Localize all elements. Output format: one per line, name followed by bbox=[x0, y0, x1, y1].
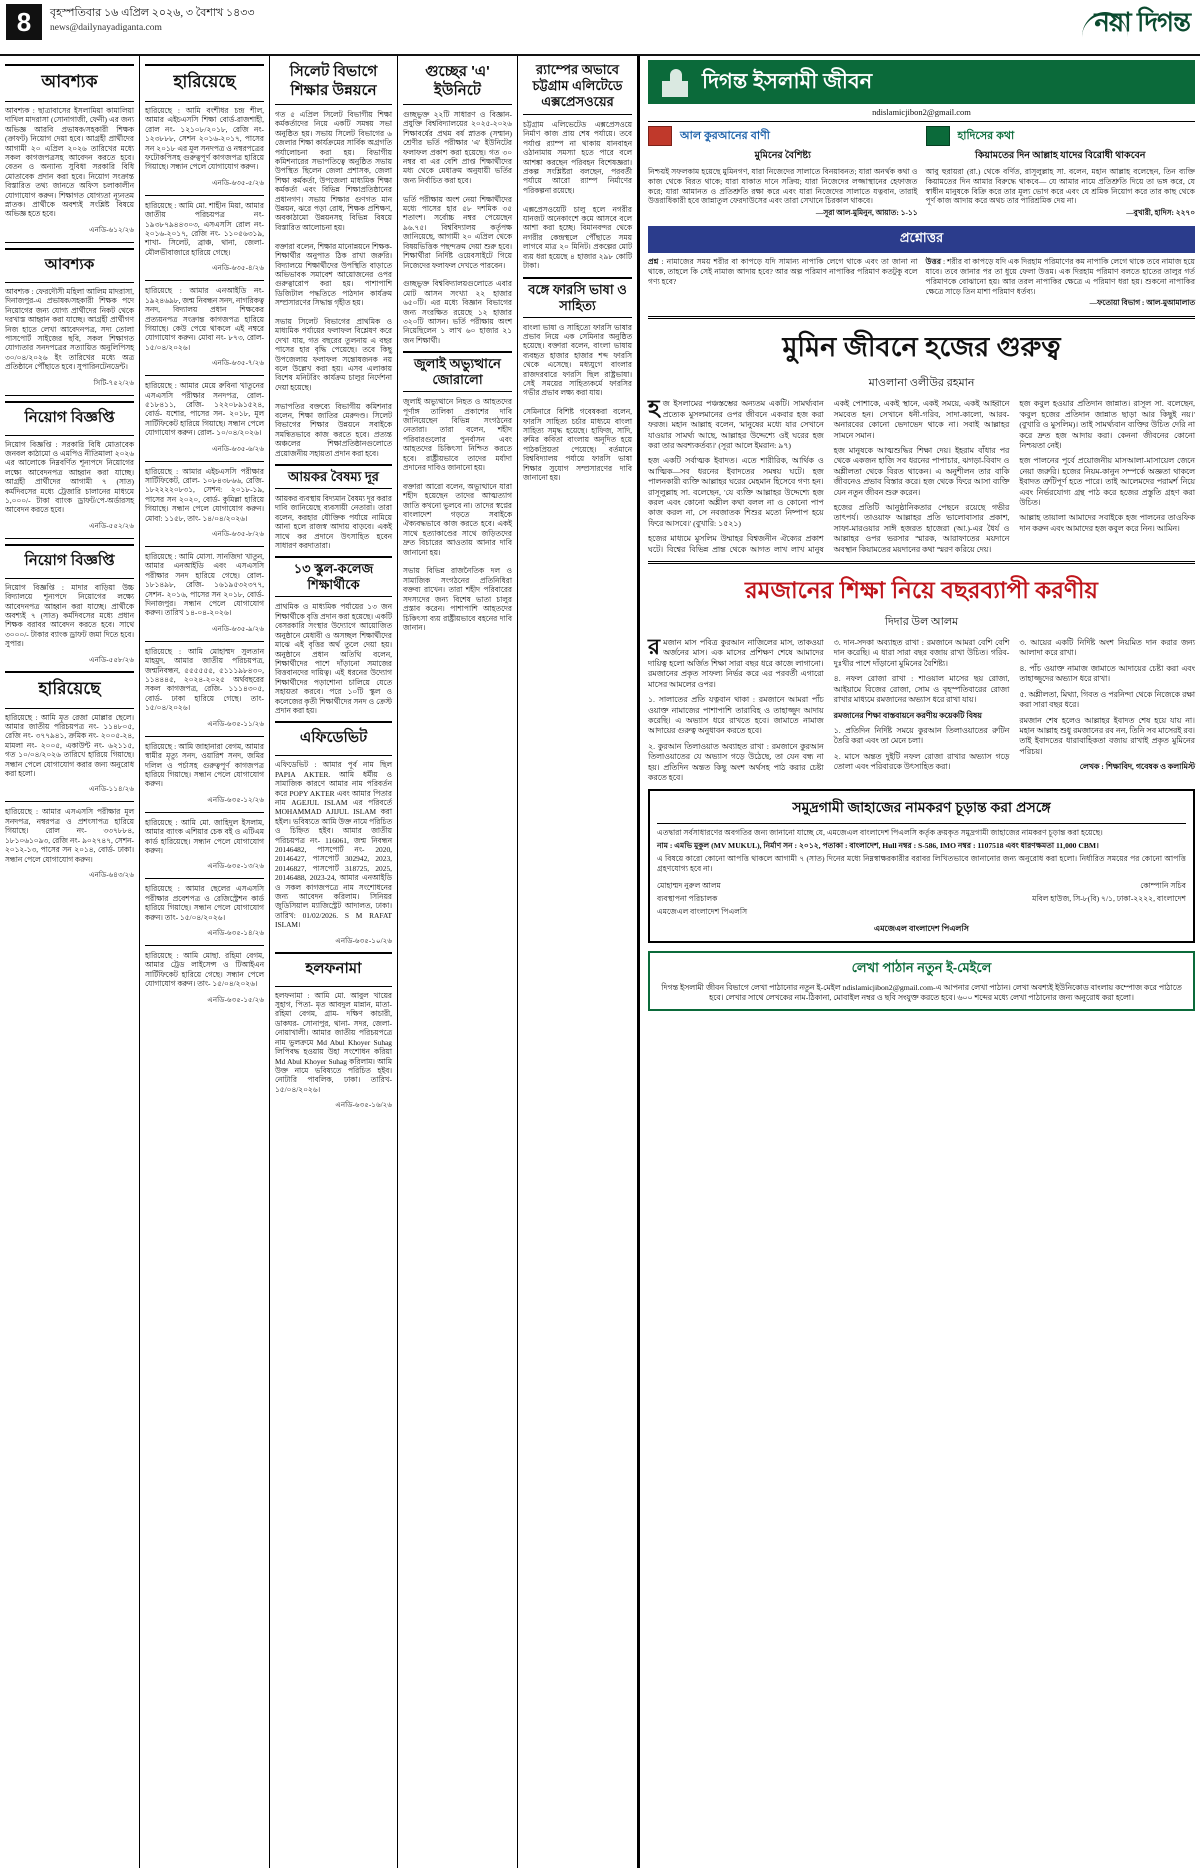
list-item: ৪. পাঁচ ওয়াক্ত নামাজ জামাতে আদায়ের চেষ্টা করা এবং তাহাজ্জুদের অভ্যাস ধরে রাখা। bbox=[1019, 663, 1195, 684]
paragraph: ১. সালাতের প্রতি যত্নবান থাকা : রমজানে আমরা পাঁচ ওয়াক্ত নামাজের পাশাপাশি তারাবিহ ও তাহাজ্জুদ আদায় করেছি। এ অভ্যাস ধরে রাখতে হবে। জামাতে নামাজ আদায়ের গুরুত্ব অনুধাবন করতে হবে। bbox=[648, 695, 824, 736]
divider bbox=[145, 812, 264, 813]
article-headline-sylhet: সিলেট বিভাগে শিক্ষার উন্নয়নে bbox=[275, 62, 392, 105]
feature-body-hajj bbox=[648, 395, 1195, 555]
feature-headline-ramadan: রমজানের শিক্ষা নিয়ে বছরব্যাপী করণীয় bbox=[745, 577, 1098, 604]
mosque-icon bbox=[658, 67, 692, 97]
feature-author-hajj: মাওলানা ওলীউর রহমান bbox=[868, 377, 975, 390]
lost-ad-text: হারিয়েছে : আমি জাহানারা বেগম, আমার স্বামীর মৃত্যু সনদ, ওয়ারিশ সনদ, জমির দলিল ও পর্চাসহ গুরুত্বপূর্ণ কাগজপত্র হারিয়ে গিয়াছে। সন্ধান পেলে যোগাযোগ করুন। bbox=[145, 741, 264, 789]
signature-right: কোম্পানি সচিব মবিল হাউজ, সি-৮(বি) ৭/১, ঢাকা-২২২২, বাংলাদেশ bbox=[1032, 880, 1186, 903]
quran-hadith-row bbox=[648, 126, 1195, 220]
classified-ad: নিয়োগ বিজ্ঞপ্তি : সরকারি বিধি মোতাবেক জনবল কাঠামো ও এমপিও নীতিমালা ২০২৬ এর আলোকে নিম্নবর্ণিত শূন্যপদে নিয়োগের লক্ষ্যে আবেদনপত্র আহ্বান করা যাচ্ছে। আগ্রহী প্রার্থীদের আগামী ৭ (সাত) কর্মদিবসের মধ্যে ট্রেজারি চালানের মাধ্যমে ১,০০০/- টাকা ব্যাংক ড্রাফট/পে-অর্ডারসহ আবেদন করতে হবে। bbox=[5, 439, 134, 515]
list-item bbox=[145, 647, 264, 731]
article-body: প্রাথমিক ও মাধ্যমিক পর্যায়ের ১৩ জন শিক্ষার্থীকে বৃত্তি প্রদান করা হয়েছে। একটি বেসরকারি সংস্থার উদ্যোগে আয়োজিত অনুষ্ঠানে মেধাবী ও অসচ্ছল শিক্ষার্থীদের মাঝে এই বৃত্তির অর্থ তুলে দেয়া হয়। অনুষ্ঠানে প্রধান অতিথি বলেন, শিক্ষার্থীদের পাশে দাঁড়ানো সমাজের বিত্তবানদের দায়িত্ব। এই ধরনের উদ্যোগ শিক্ষার্থীদের পড়াশোনা চালিয়ে যেতে সহায়তা করবে। পরে ১০টি স্কুল ও কলেজের কৃতী শিক্ষার্থীদের সনদ ও ক্রেস্ট প্রদান করা হয়। bbox=[275, 602, 392, 715]
article-body: আয়কর ব্যবস্থায় বিদ্যমান বৈষম্য দূর করার দাবি জানিয়েছে ব্যবসায়ী নেতারা। তারা বলেন, করহার যৌক্তিক পর্যায়ে নামিয়ে আনা হলে রাজস্ব আদায় বাড়বে। একই সাথে কর প্রদানে উৎসাহিত হবেন সাধারণ করদাতারা। bbox=[275, 494, 392, 551]
ad-header-holofnama: হলফনামা bbox=[275, 952, 392, 987]
column-news-2 bbox=[398, 56, 518, 1868]
ad-header-niyog-1: নিয়োগ বিজ্ঞপ্তি bbox=[5, 401, 134, 436]
lost-ad-text: হারিয়েছে : আমার ছেলের এসএসসি পরীক্ষার প্রবেশপত্র ও রেজিস্ট্রেশন কার্ড হারিয়ে গিয়াছে। সন্ধান পেলে যোগাযোগ করুন। তাং- ১৫/০৪/২০২৬। bbox=[145, 884, 264, 922]
paragraph: হজ একটি সর্বাত্মক ইবাদত। এতে শারীরিক, আর্থিক ও আত্মিক—সব ধরনের ইবাদতের সমন্বয় ঘটে। হজ পালনকারী ব্যক্তি আল্লাহর ঘরের মেহমান হিসেবে গণ্য হন। রাসূলুল্লাহ সা. বলেছেন, 'যে ব্যক্তি আল্লাহর উদ্দেশ্যে হজ করল এবং কোনো অশ্লীল কথা বলল না ও কোনো পাপ কাজ করল না, সে নবজাতক শিশুর মতো নিষ্পাপ হয়ে ফিরে আসবে।' (বুখারি: ১৫২১) bbox=[648, 456, 824, 528]
islamic-banner-email: ndislamicjibon2@gmail.com bbox=[648, 105, 1195, 122]
lost-ad-text: হারিয়েছে : আমি বংশীধর চন্দ্র শীল, আমার এইচএসসি শিক্ষা বোর্ড-রাজশাহী, রোল নং- ১২১০৮/২০১৮, রেজি নং- ১২৩৮৮৮, সেশন ২০১৬-২০১৭, পাসের সন ২০১৮ এর মূল সনদপত্র ও নম্বরপত্রের ফটোকপিসহ গুরুত্বপূর্ণ কাগজপত্র হারিয়ে গিয়াছে। সন্ধান পেলে যোগাযোগ করুন। bbox=[145, 106, 264, 172]
classified-ad: আবশ্যক : ফেরদৌসী মহিলা আলিম মাদরাসা, দিনাজপুর-এ প্রভাষক/সহকারী শিক্ষক পদে নিয়োগের জন্য যোগ্য প্রার্থীদের নিকট থেকে দরখাস্ত আহ্বান করা যাচ্ছে। আগ্রহী প্রার্থীগণ নিজ হাতে লেখা আবেদনপত্র, সদ্য তোলা পাসপোর্ট সাইজের ছবি, সকল শিক্ষাগত যোগ্যতার সনদপত্রের সত্যায়িত অনুলিপিসহ ৩০/০৪/২০২৬ ইং তারিখের মধ্যে অত্র প্রতিষ্ঠানে পৌঁছাতে হবে। সুপারিনটেনডেন্ট। bbox=[5, 286, 134, 372]
ship-notice-title: সমুদ্রগামী জাহাজের নামকরণ চূড়ান্ত করা প্রসঙ্গে bbox=[657, 796, 1186, 824]
section-islamic-life bbox=[640, 56, 1200, 1868]
paragraph: রমজান শেষ হলেও আল্লাহর ইবাদত শেষ হয়ে যায় না। মহান আল্লাহ শুধু রমজানের রব নন, তিনি সব মাসেরই রব। তাই ইবাদতের ধারাবাহিকতা বজায় রাখাই প্রকৃত মুমিনের পরিচয়। bbox=[1019, 715, 1195, 756]
question-block: প্রশ্ন : নামাজের সময় শরীর বা কাপড়ে যদি সামান্য নাপাকি লেগে থাকে এবং তা জানা না থাকে, তাহলে কি সেই নামাজ আদায় হবে? আর অল্প পরিমাণ নাপাকির পরিমাণ কতটুকু বলে গণ্য হবে? bbox=[648, 257, 918, 286]
masthead-email: news@dailynayadiganta.com bbox=[50, 23, 162, 33]
divider bbox=[145, 280, 264, 281]
ad-signature: এনডি-৬৩৫-১৫/২৬ bbox=[207, 995, 264, 1004]
divider bbox=[145, 945, 264, 946]
paragraph: ৩. দান-সদকা অব্যাহত রাখা : রমজানে আমরা বেশি বেশি দান করেছি। এ ধারা সারা বছর বজায় রাখা উচিত। গরিব-দুঃখীর পাশে দাঁড়ানো মুমিনের বৈশিষ্ট্য। bbox=[833, 638, 1010, 668]
qa-row bbox=[648, 257, 1195, 310]
paragraph: হজের প্রতিটি আনুষ্ঠানিকতার পেছনে রয়েছে গভীর তাৎপর্য। তাওয়াফ আল্লাহর প্রতি ভালোবাসার প্রকাশ, সাফা-মারওয়ার সাঈ হজরত হাজেরা (আ.)-এর ধৈর্য ও আল্লাহর ওপর ভরসার স্মারক, আরাফাতের ময়দানে অবস্থান কিয়ামতের ময়দানের কথা স্মরণ করিয়ে দেয়। bbox=[833, 503, 1010, 554]
kaaba-icon bbox=[648, 126, 672, 146]
ad-signature: এনডি-৬৩৫-৪/২৬ bbox=[212, 264, 264, 273]
article-body: গত ৫ এপ্রিল সিলেট বিভাগীয় শিক্ষা কর্মকর্তাদের নিয়ে একটি সমন্বয় সভা অনুষ্ঠিত হয়। সভায় সিলেট বিভাগের ৬ জেলার শিক্ষা কার্যক্রমের সার্বিক অগ্রগতি পর্যালোচনা করা হয়। বিভাগীয় কমিশনারের সভাপতিত্বে অনুষ্ঠিত সভায় উপস্থিত ছিলেন জেলা প্রশাসক, জেলা শিক্ষা কর্মকর্তা, উপজেলা মাধ্যমিক শিক্ষা কর্মকর্তা এবং বিভিন্ন শিক্ষাপ্রতিষ্ঠানের প্রধানগণ। সভায় শিক্ষার গুণগত মান উন্নয়ন, ঝরে পড়া রোধ, শিক্ষক প্রশিক্ষণ, অবকাঠামো উন্নয়নসহ বিভিন্ন বিষয়ে বিস্তারিত আলোচনা হয়। বক্তারা বলেন, শিক্ষার মানোন্নয়নে শিক্ষক-শিক্ষার্থীর অনুপাত ঠিক রাখা জরুরি। বিদ্যালয়ে শিক্ষার্থীদের উপস্থিতি বাড়াতে অভিভাবক সমাবেশ আয়োজনের ওপর গুরুত্বারোপ করা হয়। পাশাপাশি ডিজিটাল পদ্ধতিতে পাঠদান কার্যক্রম সম্প্রসারণের সিদ্ধান্ত গৃহীত হয়। সভায় সিলেট বিভাগের প্রাথমিক ও মাধ্যমিক পর্যায়ের ফলাফল বিশ্লেষণ করে দেখা যায়, গত বছরের তুলনায় এ বছর পাসের হার বৃদ্ধি পেয়েছে। তবে কিছু উপজেলায় ফলাফল সন্তোষজনক নয় বলে উল্লেখ করা হয়। এসব এলাকায় বিশেষ মনিটরিং কার্যক্রম চালুর নির্দেশনা দেয়া হয়েছে। সভাপতির বক্তব্যে বিভাগীয় কমিশনার বলেন, শিক্ষা জাতির মেরুদণ্ড। সিলেট বিভাগের শিক্ষার উন্নয়নে সবাইকে সমন্বিতভাবে কাজ করতে হবে। প্রত্যন্ত অঞ্চলের শিক্ষাপ্রতিষ্ঠানগুলোতে প্রয়োজনীয় সহায়তা প্রদান করা হবে। bbox=[275, 110, 392, 458]
islamic-banner bbox=[648, 60, 1195, 104]
hadith-text: আবু হুরায়রা (রা.) থেকে বর্ণিত, রাসূলুল্লাহ সা. বলেন, মহান আল্লাহ বলেছেন, তিন ব্যক্তি কিয়ামতের দিন আমার বিরুদ্ধে থাকবে— যে আমার নামে প্রতিশ্রুতি দিয়ে তা ভঙ্গ করে, যে স্বাধীন মানুষকে বিক্রি করে তার মূল্য ভোগ করে এবং যে শ্রমিক নিয়োগ করে তার কাছ থেকে পূর্ণ কাজ আদায় করে অথচ তার পারিশ্রমিক দেয় না। bbox=[925, 167, 1195, 206]
ship-notice-company: এমজেএল বাংলাদেশ পিএলসি bbox=[874, 923, 969, 933]
divider bbox=[5, 538, 134, 539]
affidavit-text: এফিডেভিট : আমার পূর্ব নাম ছিল PAPIA AKTER. আমি ধর্মীয় ও সামাজিক কারণে আমার নাম পরিবর্তন করে POPY AKTER এবং আমার পিতার নাম AGEJUL ISLAM এর পরিবর্তে MOHAMMAD AJIJUL ISLAM করা হইল। ভবিষ্যতে আমি উক্ত নামে পরিচিত ও চিহ্নিত হইব। আমার জাতীয় পরিচয়পত্র নং- 116061, জন্ম নিবন্ধন 20146482, পাসপোর্ট নং- 2020, 20146427, পাসপোর্ট 302942, 2023, 20146827, পাসপোর্ট 318725, 2025, 20146488, 2023-24, আমার এনআইডি ও সকল কাগজপত্রে নাম সংশোধনের জন্য আবেদন করিলাম। সিনিয়র জুডিসিয়াল ম্যাজিস্ট্রেট আদালত, ঢাকা। তারিখ: 01/02/2026. S M RAFAT ISLAM। bbox=[275, 760, 392, 930]
ship-notice-p2: নাম : এমভি মুকুল (MV MUKUL), নির্মাণ সন : ২০১২, পতাকা : বাংলাদেশ, Hull নম্বর : S-586, IMO নম্বর : 1107518 এবং ধারণক্ষমতা 11,000 CBM। bbox=[657, 841, 1099, 851]
column-news-1 bbox=[270, 56, 398, 1868]
list-item: ৩. আয়ের একটি নির্দিষ্ট অংশ নিয়মিত দান করার জন্য আলাদা করে রাখা। bbox=[1019, 638, 1195, 658]
divider bbox=[648, 316, 1195, 319]
divider bbox=[145, 736, 264, 737]
ad-header-abashyak-2: আবশ্যক bbox=[5, 248, 134, 283]
ad-signature: এনডি-৬৩৫-১০/২৬ bbox=[335, 936, 392, 945]
masthead-date-block bbox=[50, 0, 255, 36]
article-body: গুচ্ছভুক্ত ২২টি সাধারণ ও বিজ্ঞান-প্রযুক্তি বিশ্ববিদ্যালয়ের ২০২৫-২০২৬ শিক্ষাবর্ষের প্রথম বর্ষ স্নাতক (সম্মান) শ্রেণীর ভর্তি পরীক্ষার 'এ' ইউনিটের ফলাফল প্রকাশ করা হয়েছে। গত ৩০ নম্বর বা এর বেশি প্রাপ্ত শিক্ষার্থীদের মধ্য থেকে মেধাক্রম অনুযায়ী ভর্তির জন্য নির্বাচিত করা হবে। ভর্তি পরীক্ষায় অংশ নেয়া শিক্ষার্থীদের মধ্যে পাসের হার ৫৮ দশমিক ৩৫ শতাংশ। সর্বোচ্চ নম্বর পেয়েছেন ৯৬.৭৫। বিশ্ববিদ্যালয় কর্তৃপক্ষ জানিয়েছে, আগামী ২০ এপ্রিল থেকে বিষয়ভিত্তিক পছন্দক্রম দেয়া শুরু হবে। শিক্ষার্থীরা নির্দিষ্ট ওয়েবসাইটে গিয়ে নিজেদের ফলাফল দেখতে পারবেন। গুচ্ছভুক্ত বিশ্ববিদ্যালয়গুলোতে এবার মোট আসন সংখ্যা ২২ হাজার ৬৫০টি। এর মধ্যে বিজ্ঞান বিভাগের জন্য সংরক্ষিত রয়েছে ১২ হাজার ৩২০টি আসন। ভর্তি পরীক্ষায় অংশ নিয়েছিলেন ১ লাখ ৬০ হাজার ২১ জন শিক্ষার্থী। bbox=[403, 110, 512, 345]
answer-block: উত্তর : শরীর বা কাপড়ে যদি এক দিরহাম পরিমাণের কম নাপাকি লেগে থাকে তবে নামাজ হয়ে যাবে। তবে জানার পর তা ধুয়ে ফেলা উত্তম। এক দিরহাম পরিমাণ বলতে হাতের তালুর গর্ত পরিমাণকে বোঝানো হয়। আর তরল নাপাকির ক্ষেত্রে এ পরিমাণ ধরা হয়। শুকনো নাপাকির ক্ষেত্রে সাড়ে তিন মাশা পরিমাণ ধর্তব্য। —ফতোয়া বিভাগ : আল-মুআমালাত bbox=[926, 257, 1196, 310]
list-item bbox=[145, 201, 264, 275]
article-body: বাংলা ভাষা ও সাহিত্যে ফারসি ভাষার প্রভাব নিয়ে এক সেমিনার অনুষ্ঠিত হয়েছে। বক্তারা বলেন, বাংলা ভাষায় ব্যবহৃত হাজার হাজার শব্দ ফারসি থেকে এসেছে। মধ্যযুগে বাংলার রাজদরবারে ফারসি ছিল রাষ্ট্রভাষা। সেই সময়ের সাহিত্যকর্মে ফারসির গভীর প্রভাব লক্ষ্য করা যায়। সেমিনারে বিশিষ্ট গবেষকরা বলেন, ফারসি সাহিত্য চর্চার মাধ্যমে বাংলা সাহিত্য সমৃদ্ধ হয়েছে। হাফিজ, সাদি, রুমির কবিতা বাংলায় অনূদিত হয়ে পাঠকপ্রিয়তা পেয়েছে। বর্তমানে বিশ্ববিদ্যালয় পর্যায়ে ফারসি ভাষা শিক্ষার সুযোগ সম্প্রসারণের দাবি জানানো হয়। bbox=[523, 322, 632, 482]
ad-signature: এনডি-১১৪/২৬ bbox=[89, 785, 134, 794]
article-headline-guccho: গুচ্ছের 'এ' ইউনিটে bbox=[403, 62, 512, 105]
ad-signature: এনডি-৬৩৫-১১/২৬ bbox=[207, 719, 264, 728]
mail-box-text: দিগন্ত ইসলামী জীবন বিভাগে লেখা পাঠানোর নতুন ই-মেইল ndislamicjibon2@gmail.com-এ আপনার লেখা পাঠান। লেখা অবশ্যই ইউনিকোড বাংলায় কম্পোজ করে পাঠাতে হবে। লেখার সাথে লেখকের নাম-ঠিকানা, মোবাইল নম্বর ও ছবি সংযুক্ত করতে হবে। ৬০০ শব্দের মধ্যে লেখা পাঠানোর জন্য অনুরোধ করা হলো। bbox=[661, 982, 1182, 1002]
article-headline-july: জুলাই অভ্যুত্থানে জোরালো bbox=[403, 351, 512, 392]
classified-ad: হারিয়েছে : আমি মৃত রেজা মোল্লার ছেলে। আমার জাতীয় পরিচয়পত্র নং- ১১৪৮০৫, রেজি নং- ৩৭৭৯৪১, ক্রমিক নং- ২০০৫-২৪, মামলা নং- ২০০৫, একাউন্ট নং- ৬২১১৫, গত ১০/০৪/২০২৬ তারিখে হারিয়ে গিয়াছে। সন্ধান পেলে যোগাযোগ করার জন্য অনুরোধ করা হলো। bbox=[5, 712, 134, 779]
ad-signature: এনডি-৬৩৫-৮/২৬ bbox=[212, 530, 264, 538]
page-number: 8 bbox=[6, 4, 42, 40]
ad-signature: এনডি-৫৫২/২৬ bbox=[89, 521, 134, 530]
ship-notice-signatures bbox=[657, 880, 1186, 919]
ship-notice-p3: এ বিষয়ে কারো কোনো আপত্তি থাকলে আগামী ৭ (সাত) দিনের মধ্যে নিম্নস্বাক্ষরকারীর বরাবর লিখিতভাবে জানানোর জন্য অনুরোধ করা হলো। নির্ধারিত সময়ের পর কোনো আপত্তি গ্রহণযোগ্য হবে না। bbox=[657, 853, 1186, 873]
divider bbox=[5, 395, 134, 396]
ad-header-affidavit: এফিডেভিট bbox=[275, 721, 392, 756]
list-item: ৫. অশ্লীলতা, মিথ্যা, গিবত ও পরনিন্দা থেকে নিজেকে রক্ষা করা সারা বছর ধরে। bbox=[1019, 689, 1195, 710]
paragraph: হজ মানুষকে আত্মশুদ্ধির শিক্ষা দেয়। ইহরাম বাঁধার পর থেকে একজন হাজি সব ধরনের পাপাচার, ঝগড়া-বিবাদ ও অশ্লীলতা থেকে বিরত থাকেন। এ অনুশীলন তার বাকি জীবনেও প্রভাব বিস্তার করে। হজ থেকে ফিরে আসা ব্যক্তি যেন নতুন জীবন শুরু করেন। bbox=[833, 446, 1010, 497]
ad-header-abashyak: আবশ্যক bbox=[5, 64, 134, 102]
qa-section-bar: প্রশ্নোত্তর bbox=[648, 226, 1195, 253]
ad-header-niyog-2: নিয়োগ বিজ্ঞপ্তি bbox=[5, 544, 134, 579]
quran-section-title: আল কুরআনের বাণী bbox=[680, 129, 770, 142]
hadith-subtitle: কিয়ামতের দিন আল্লাহ যাদের বিরোধী থাকবেন bbox=[975, 151, 1146, 161]
ad-signature: এনডি-৬৩৫-১২/২৬ bbox=[207, 795, 264, 804]
book-icon bbox=[926, 126, 950, 146]
paragraph: ২. কুরআন তিলাওয়াত অব্যাহত রাখা : রমজানে কুরআন তিলাওয়াতের যে অভ্যাস গড়ে উঠেছে, তা যেন বন্ধ না হয়। প্রতিদিন অন্তত কিছু অংশ অর্থসহ পাঠ করার চেষ্টা করতে হবে। bbox=[648, 741, 824, 782]
column-classifieds-2 bbox=[140, 56, 270, 1868]
ad-signature: এনডি-৬৩৫-১৬/২৬ bbox=[335, 1101, 392, 1110]
quran-block bbox=[648, 126, 918, 220]
divider bbox=[145, 878, 264, 879]
lost-ad-text: হারিয়েছে : আমার এইচএসসি পরীক্ষার সার্টিফিকেট, রোল- ১০৮৪৩৮৬৬, রেজি- ১৮২২২২০৮৩১, সেশন: ২০১৮-১৯, পাসের সন ২০২০, বোর্ড- কুমিল্লা হারিয়ে গিয়াছে। সন্ধান পেলে যোগাযোগ করুন। মোবা: ১১৫৮, তাং- ১৪/০৪/২০২৬। bbox=[145, 466, 264, 523]
mail-box-title: লেখা পাঠান নতুন ই-মেইলে bbox=[851, 959, 992, 975]
ad-signature: এনডি-৬৩৫-৫/২৬ bbox=[212, 178, 264, 187]
list-item bbox=[145, 286, 264, 370]
feature-body-ramadan bbox=[648, 634, 1195, 783]
hadith-block bbox=[926, 126, 1196, 220]
ad-signature: এনডি-৬৪৩/২৬ bbox=[89, 870, 134, 879]
lost-ad-text: হারিয়েছে : আমি মোসা. সানজিদা খাতুন, আমার এনআইডি এবং এসএসসি পরীক্ষার সনদ হারিয়ে গেছে। রোল- ১৮১৪৯৮, রেজি- ১৬১৯৫৩২৩৭৭, সেশন- ২০১৬, পাসের সন ২০১৮, বোর্ড- দিনাজপুর। সন্ধান পেলে যোগাযোগ করুন। তারিখ ১৪-০৪-২০২৬। bbox=[145, 552, 264, 618]
quran-text: নিশ্চয়ই সফলকাম হয়েছে মুমিনগণ, যারা নিজেদের সালাতে বিনয়াবনত; যারা অনর্থক কথা ও কাজ থেকে বিরত থাকে; যারা যাকাত দানে সক্রিয়; যারা নিজেদের লজ্জাস্থানের হেফাজত করে; যারা আমানত ও প্রতিশ্রুতি রক্ষা করে এবং যারা নিজেদের সালাতে যত্নবান, তারাই উত্তরাধিকারী হবে জান্নাতুল ফেরদাউসের এবং তারা সেখানে চিরকাল থাকবে। bbox=[648, 167, 918, 206]
ad-signature: সিটি-৭৫২/২৬ bbox=[93, 378, 134, 387]
logo-text: নয়া দিগন্ত bbox=[1094, 7, 1190, 37]
masthead-date: বৃহস্পতিবার ১৬ এপ্রিল ২০২৬, ৩ বৈশাখ ১৪৩৩ bbox=[50, 7, 255, 19]
lost-ad-text: হারিয়েছে : আমার এনআইডি নং- ১৯২৪৬৯৮, জন্ম নিবন্ধন সনদ, নাগরিকত্ব সনদ, বিদ্যালয় প্রধান শিক্ষকের প্রত্যয়নপত্র সংক্রান্ত কাগজপত্র হারিয়ে গিয়াছে। কেউ পেয়ে থাকলে এই নম্বরে যোগাযোগ করুন। মোবা নং- ৮৭৩, রোল- ১৫/০৪/২০২৬। bbox=[145, 286, 264, 352]
divider bbox=[145, 641, 264, 642]
lost-ad-text: হারিয়েছে : আমার মেয়ে রুবিনা খাতুনের এসএসসি পরীক্ষার সনদপত্র, রোল- ৫১৮৪১১, রেজি- ১২২০৮৯১৫২৪, বোর্ড- যশোর, পাসের সন- ২০১৮, মূল সার্টিফিকেট হারিয়ে গিয়াছে। সন্ধান পেলে যোগাযোগ করুন। রোল- ১০/০৪/২০২৬। bbox=[145, 381, 264, 438]
article-headline-ramp: র‌্যাম্পের অভাবে চট্টগ্রাম এলিটেডে এক্সপ্রেসওয়ের bbox=[523, 62, 632, 115]
answer-text: শরীর বা কাপড়ে যদি এক দিরহাম পরিমাণের কম নাপাকি লেগে থাকে তবে নামাজ হয়ে যাবে। তবে জানার পর তা ধুয়ে ফেলা উত্তম। এক দিরহাম পরিমাণ বলতে হাতের তালুর গর্ত পরিমাণকে বোঝানো হয়। আর তরল নাপাকির ক্ষেত্রে এ পরিমাণ ধরা হয়। শুকনো নাপাকির ক্ষেত্রে সাড়ে তিন মাশা পরিমাণ ধর্তব্য। bbox=[925, 257, 1195, 296]
ad-signature: এনডি-৫৫৮/২৬ bbox=[89, 655, 134, 664]
list-item bbox=[145, 552, 264, 636]
lost-ad-text: হারিয়েছে : আমি মোহাম্মদ সুলতান মাহমুদ, আমার জাতীয় পরিচয়পত্র, জন্মনিবন্ধন, ৫৫৫৫৫৫, ৫১১১৯৮৪৩০, ১১৪৪৪৫, ২০২৪-২০২৫ অর্থবছরের সকল কাগজপত্র, রেজি- ১১১৪৩০৫, বোর্ড- ঢাকা হারিয়ে গেছে। তাং- ১৫/০৪/২০২৬। bbox=[145, 646, 264, 713]
hadith-section-title: হাদিসের কথা bbox=[957, 129, 1015, 142]
article-headline-students: ১৩ স্কুল-কলেজ শিক্ষার্থীকে bbox=[275, 556, 392, 597]
list-item bbox=[145, 818, 264, 874]
paragraph: হজ পালনের পূর্বে প্রয়োজনীয় মাসআলা-মাসায়েল জেনে নেয়া জরুরি। হজের নিয়ম-কানুন সম্পর্কে অজ্ঞতা থাকলে ইবাদত ত্রুটিপূর্ণ হতে পারে। তাই আলেমদের পরামর্শ নিয়ে এবং নির্ভরযোগ্য গ্রন্থ পাঠ করে হজের প্রস্তুতি গ্রহণ করা উচিত। bbox=[1019, 456, 1195, 508]
question-text: নামাজের সময় শরীর বা কাপড়ে যদি সামান্য নাপাকি লেগে থাকে এবং তা জানা না থাকে, তাহলে কি সেই নামাজ আদায় হবে? আর অল্প পরিমাণ নাপাকির পরিমাণ কতটুকু বলে গণ্য হবে? bbox=[648, 257, 918, 286]
islamic-banner-title: দিগন্ত ইসলামী জীবন bbox=[702, 69, 873, 93]
column-news-3 bbox=[518, 56, 638, 1868]
quran-reference: —সূরা আল-মুমিনুন, আয়াত: ১-১১ bbox=[815, 208, 918, 218]
divider bbox=[5, 242, 134, 243]
lost-items-list bbox=[145, 106, 264, 1007]
divider bbox=[145, 195, 264, 196]
list-item: ২. মাসে অন্তত দুইটি নফল রোজা রাখার অভ্যাস গড়ে তোলা এবং পরিবারকে উৎসাহিত করা। bbox=[833, 751, 1010, 772]
answer-byline: —ফতোয়া বিভাগ : আল-মুআমালাত bbox=[1089, 298, 1195, 308]
divider bbox=[145, 461, 264, 462]
lost-ad-text: হারিয়েছে : আমি মো. শাহীন মিয়া, আমার জাতীয় পরিচয়পত্র নং- ১৯৩৮৭৯৪৪৩০৩, এসএসসি রোল নং- ২০১৬-২০১৭, রেজি নং- ১১০৫৬৩১৯, শাখা- সিলেট, ব্রাঞ্চ, থানা, জেলা- মৌলভীবাজারে হারিয়ে গেছে। bbox=[145, 200, 264, 257]
holofnama-text: হলফনামা : আমি মো. আবুল খায়ের সুহাগ, পিতা- মৃত আবদুল মান্নান, মাতা- রহিমা বেগম, গ্রাম- দক্ষিণ কাচারী, ডাকঘর- সোনাপুর, থানা- সদর, জেলা- নোয়াখালী। আমার জাতীয় পরিচয়পত্রে নাম ভুলক্রমে Md Abul Khoyer Suhag লিপিবদ্ধ হওয়ায় উহা সংশোধন করিয়া Md Abul Khoyer Suhag করিলাম। আমি উক্ত নামে ভবিষ্যতে পরিচিত হইব। নোটারি পাবলিক, ঢাকা। তারিখ- ১৫/০৪/২০২৬। bbox=[275, 990, 392, 1094]
masthead bbox=[0, 0, 1200, 56]
paragraph: হজ কবুল হওয়ার প্রতিদান জান্নাত। রাসূল সা. বলেছেন, 'কবুল হজের প্রতিদান জান্নাত ছাড়া আর কিছুই নয়।' (বুখারি ও মুসলিম)। তাই সামর্থ্যবান ব্যক্তির উচিত দেরি না করে দ্রুত হজ আদায় করা। কেননা জীবনের কোনো নিশ্চয়তা নেই। bbox=[1019, 399, 1195, 450]
divider bbox=[648, 561, 1195, 564]
list-item bbox=[145, 106, 264, 190]
ad-header-hariyeche: হারিয়েছে bbox=[5, 671, 134, 709]
ad-signature: এনডি-৬৩৫-৬/২৬ bbox=[212, 444, 264, 453]
ship-notice-p1: এতদ্বারা সর্বসাধারণের অবগতির জন্য জানানো যাচ্ছে যে, এমজেএল বাংলাদেশ পিএলসি কর্তৃক ক্রয়কৃত সমুদ্রগামী জাহাজের নামকরণ চূড়ান্ত করা হয়েছে। bbox=[657, 828, 1103, 838]
lost-ad-text: হারিয়েছে : আমি মো. জাহিদুল ইসলাম, আমার ব্যাংক এশিয়ার চেক বই ও এটিএম কার্ড হারিয়েছে। সন্ধান পেলে যোগাযোগ করুন। bbox=[145, 817, 264, 855]
list-item: ১. প্রতিদিন নির্দিষ্ট সময়ে কুরআন তিলাওয়াতের রুটিন তৈরি করা এবং তা মেনে চলা। bbox=[833, 725, 1010, 746]
divider bbox=[145, 375, 264, 376]
list-item bbox=[145, 381, 264, 455]
paragraph: ৪. নফল রোজা রাখা : শাওয়াল মাসের ছয় রোজা, আইয়ামে বিজের রোজা, সোম ও বৃহস্পতিবারের রোজা রাখার মাধ্যমে রমজানের অভ্যাস ধরে রাখা যায়। bbox=[833, 674, 1010, 705]
divider bbox=[145, 546, 264, 547]
column-classifieds-1 bbox=[0, 56, 140, 1868]
newspaper-logo bbox=[1082, 2, 1190, 46]
paragraph: রমজান মাস পবিত্র কুরআন নাজিলের মাস, তাকওয়া অর্জনের মাস। এক মাসের প্রশিক্ষণ শেষে আমাদের দায়িত্ব হলো অর্জিত শিক্ষা সারা বছর ধরে কাজে লাগানো। রমজানের প্রকৃত সাফল্য নির্ভর করে এর পরবর্তী এগারো মাসের আমলের ওপর। bbox=[648, 634, 824, 689]
quran-subtitle: মুমিনের বৈশিষ্ট্য bbox=[754, 151, 811, 161]
list-heading: রমজানের শিক্ষা বাস্তবায়নে করণীয় কয়েকটি বিষয় bbox=[833, 710, 982, 720]
answer-label: উত্তর bbox=[925, 257, 942, 267]
classified-ad: হারিয়েছে : আমার এসএসসি পরীক্ষার মূল সনদপত্র, নম্বরপত্র ও প্রশংসাপত্র হারিয়ে গিয়াছে। রোল নং- ৩৩৭৮৮৪, ১৮১০৬১০৯৩, রেজি নং- ৯০২৭৪৭, সেশন- ২০১২-১৩, পাসের সন ২০১৪, বোর্ড- ঢাকা। সন্ধান পেলে যোগাযোগ করুন। bbox=[5, 807, 134, 864]
ad-header-hariyeche: হারিয়েছে bbox=[145, 64, 264, 102]
feature-author-ramadan: দিদার উল আলম bbox=[884, 616, 959, 629]
signature-left: মোহাম্মদ নুরুল আলম ব্যবস্থাপনা পরিচালক এমজেএল বাংলাদেশ পিএলসি bbox=[657, 880, 748, 916]
ad-signature: এনডি-৬৩৫-১৪/২৬ bbox=[207, 928, 264, 937]
paragraph: আল্লাহ তায়ালা আমাদের সবাইকে হজ পালনের তাওফিক দান করুন এবং আমাদের হজ কবুল করে নিন। আমিন। bbox=[1019, 513, 1195, 533]
article-body: চট্টগ্রাম এলিভেটেড এক্সপ্রেসওয়ে নির্মাণ কাজ প্রায় শেষ পর্যায়ে। তবে পর্যাপ্ত র‌্যাম্প না থাকায় যানবাহন ওঠানামায় সমস্যা হতে পারে বলে আশঙ্কা করছেন পরিবহন বিশেষজ্ঞরা। প্রকল্প সংশ্লিষ্টরা বলছেন, পরবর্তী পর্যায়ে আরো র‌্যাম্প নির্মাণের পরিকল্পনা রয়েছে। এক্সপ্রেসওয়েটি চালু হলে নগরীর যানজট অনেকাংশে কমে আসবে বলে আশা করা হচ্ছে। বিমানবন্দর থেকে নগরীর কেন্দ্রস্থলে পৌঁছাতে সময় লাগবে মাত্র ২০ মিনিট। প্রকল্পের মোট ব্যয় ধরা হয়েছে ৪ হাজার ২৯৮ কোটি টাকা। bbox=[523, 120, 632, 271]
classified-ad: নিয়োগ বিজ্ঞপ্তি : মাদার বাড়িয়া উচ্চ বিদ্যালয়ে শূন্যপদে নিয়োগের লক্ষ্যে আবেদনপত্র আহ্বান করা যাচ্ছে। প্রার্থীকে অবশ্যই ৭ (সাত) কর্মদিবসের মধ্যে প্রধান শিক্ষক বরাবর আবেদন করতে হবে। সাথে ৩০০০/- টাকার ব্যাংক ড্রাফট জমা দিতে হবে। সুপার। bbox=[5, 582, 134, 649]
article-body: জুলাই অভ্যুত্থানে নিহত ও আহতদের পূর্ণাঙ্গ তালিকা প্রকাশের দাবি জানিয়েছেন বিভিন্ন সংগঠনের নেতারা। তারা বলেন, শহীদ পরিবারগুলোর পুনর্বাসন এবং আহতদের চিকিৎসা নিশ্চিত করতে হবে। রাষ্ট্রীয়ভাবে তাদের মর্যাদা প্রদানের দাবিও জানানো হয়। বক্তারা আরো বলেন, অভ্যুত্থানে যারা শহীদ হয়েছেন তাদের আত্মত্যাগ জাতি কখনো ভুলবে না। তাদের স্বপ্নের বাংলাদেশ গড়তে সবাইকে ঐক্যবদ্ধভাবে কাজ করতে হবে। একই সাথে হত্যাকাণ্ডের সাথে জড়িতদের দ্রুত বিচারের আওতায় আনার দাবি জানানো হয়। সভায় বিভিন্ন রাজনৈতিক দল ও সামাজিক সংগঠনের প্রতিনিধিরা বক্তব্য রাখেন। তারা শহীদ পরিবারের সদস্যদের জন্য বিশেষ ভাতা চালুর প্রস্তাব করেন। পাশাপাশি আহতদের চিকিৎসা ব্যয় রাষ্ট্রীয়ভাবে বহনের দাবি জানান। bbox=[403, 397, 512, 632]
ad-signature: এনডি-৬৩৫-১৩/২৬ bbox=[207, 862, 264, 871]
classified-ad: আবশ্যক : ছাত্রাবাসের ইসলামিয়া কামালিয়া দাখিল মাদরাসা (সোনাগাজী, ফেনী) এর জন্য অভিজ্ঞ আরবি প্রভাষক/সহকারী শিক্ষক (ক্রাফট) নিয়োগ দেয়া হবে। আগ্রহী প্রার্থীদের আগামী ২০ এপ্রিল ২০২৬ তারিখের মধ্যে সকল কাগজপত্রসহ আবেদন করতে হবে। বেতন ও অন্যান্য সুবিধা সরকারি বিধি মোতাবেক প্রদান করা হবে। নিয়োগ সংক্রান্ত বিস্তারিত তথ্য জানতে অফিস চলাকালীন যোগাযোগ করুন। শিক্ষাগত যোগ্যতা ন্যূনতম স্নাতক। প্রার্থীকে অবশ্যই সংশ্লিষ্ট বিষয়ে অভিজ্ঞ হতে হবে। bbox=[5, 106, 134, 219]
ship-naming-notice bbox=[648, 789, 1195, 942]
divider bbox=[5, 801, 134, 802]
list-item bbox=[145, 951, 264, 1007]
paragraph: হজের মাধ্যমে মুসলিম উম্মাহর বিশ্বজনীন ঐক্যের প্রকাশ ঘটে। বিশ্বের বিভিন্ন প্রান্ত থেকে আগত লাখ লাখ মানুষ একই পোশাকে, একই স্থানে, একই সময়ে, একই আহ্বানে সমবেত হন। সেখানে ধনী-গরিব, সাদা-কালো, আরব-অনারবের কোনো ভেদাভেদ থাকে না। সবাই আল্লাহর সামনে সমান। bbox=[648, 399, 1010, 554]
page-columns bbox=[0, 56, 1200, 1868]
submission-mail-box bbox=[648, 951, 1195, 1011]
hadith-reference: —বুখারী, হাদিস: ২২৭০ bbox=[1126, 208, 1195, 218]
ad-signature: এনডি-৬৩৫-৭/২৬ bbox=[212, 359, 264, 368]
list-item bbox=[145, 467, 264, 541]
list-item bbox=[145, 884, 264, 940]
article-headline-farsi: বঙ্গে ফারসি ভাষা ও সাহিত্য bbox=[523, 277, 632, 318]
ad-signature: এনডি-৬১২/২৬ bbox=[89, 225, 134, 234]
question-label: প্রশ্ন bbox=[648, 257, 659, 267]
lost-ad-text: হারিয়েছে : আমি মোছা. রহিমা বেগম, আমার ট্রেড লাইসেন্স ও টিআইএন সার্টিফিকেট হারিয়ে গেছে। সন্ধান পেলে যোগাযোগ করুন। তাং- ১৫/০৪/২০২৬। bbox=[145, 950, 264, 989]
list-item bbox=[145, 742, 264, 807]
ad-signature: এনডি-৬৩৫-৯/২৬ bbox=[212, 624, 264, 633]
paragraph: হজ ইসলামের পঞ্চস্তম্ভের অন্যতম একটি। সামর্থ্যবান প্রত্যেক মুসলমানের ওপর জীবনে একবার হজ করা ফরজ। মহান আল্লাহ বলেন, 'মানুষের মধ্যে যার সেখানে যাওয়ার সামর্থ্য আছে, আল্লাহর উদ্দেশ্যে ওই ঘরের হজ করা তার অবশ্যকর্তব্য।' (সূরা আলে ইমরান: ৯৭) bbox=[648, 395, 824, 450]
author-note: লেখক : শিক্ষাবিদ, গবেষক ও কলামিস্ট bbox=[1079, 762, 1195, 772]
feature-headline-hajj: মুমিন জীবনে হজের গুরুত্ব bbox=[782, 332, 1061, 363]
article-headline-tax: আয়কর বৈষম্য দূর bbox=[275, 464, 392, 489]
